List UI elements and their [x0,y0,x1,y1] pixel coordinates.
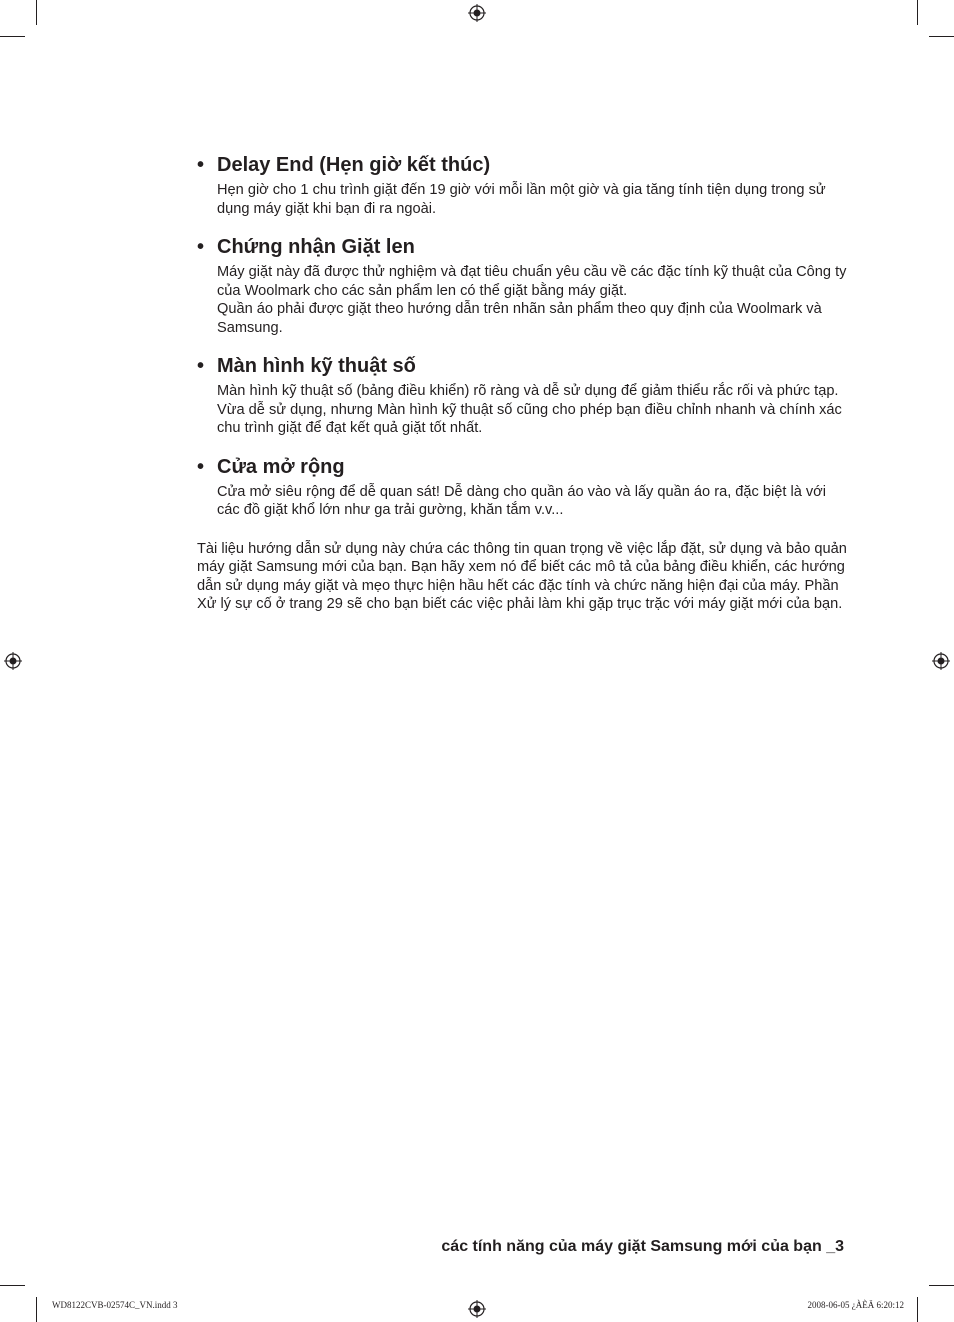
feature-paragraph: Quần áo phải được giặt theo hướng dẫn trên nhãn sản phẩm theo quy định của Woolmark và Samsung. [217,301,822,336]
bullet: • [197,236,205,258]
feature-paragraph: Hẹn giờ cho 1 chu trình giặt đến 19 giờ với mỗi lần một giờ và gia tăng tính tiện dụng trong sử dụng máy giặt khi bạn đi ra ngoài. [217,182,826,217]
bullet: • [197,154,205,176]
feature-body [197,483,847,520]
feature-body [197,181,847,218]
registration-mark-icon [468,1300,486,1318]
crop-mark [917,0,918,25]
print-slug-left: WD8122CVB-02574C_VN.indd 3 [52,1300,178,1310]
registration-mark-icon [468,4,486,22]
feature-delay-end [197,152,847,218]
feature-paragraph: Máy giặt này đã được thử nghiệm và đạt tiêu chuẩn yêu cầu về các đặc tính kỹ thuật của Công ty của Woolmark cho các sản phẩm len có thể giặt bằng máy giặt. [217,264,847,299]
feature-woolmark [197,234,847,337]
feature-title [197,234,847,260]
bullet: • [197,355,205,377]
feature-title [197,353,847,379]
feature-body [197,382,847,438]
registration-mark-icon [932,652,950,670]
feature-wide-door [197,454,847,520]
feature-body [197,263,847,337]
crop-mark [36,0,37,25]
feature-title-text: Cửa mở rộng [217,455,345,478]
feature-digital-display [197,353,847,438]
feature-title-text: Delay End (Hẹn giờ kết thúc) [217,154,491,176]
crop-mark [0,36,25,37]
feature-paragraph: Màn hình kỹ thuật số (bảng điều khiển) rõ ràng và dễ sử dụng để giảm thiểu rắc rối và phức tạp. Vừa dễ sử dụng, nhưng Màn hình kỹ thuật số cũng cho phép bạn điều chỉnh nhanh và chính xác chu trình giặt để đạt kết quả giặt tốt nhất. [217,383,842,436]
crop-mark [917,1297,918,1322]
bullet: • [197,455,205,478]
intro-paragraph: Tài liệu hướng dẫn sử dụng này chứa các thông tin quan trọng về việc lắp đặt, sử dụng và bảo quản máy giặt Samsung mới của bạn. Bạn hãy xem nó để biết các mô tả của bảng điều khiển, các hướng dẫn sử dụng máy giặt và mẹo thực hiện hầu hết các đặc tính và chức năng hiện đại của máy. Phần Xử lý sự cố ở trang 29 sẽ cho bạn biết các việc phải làm khi gặp trục trặc với máy giặt mới của bạn. [197,540,847,612]
page-footer-title: các tính năng của máy giặt Samsung mới của bạn _3 [441,1238,844,1255]
feature-title [197,454,847,480]
crop-mark [0,1285,25,1286]
registration-mark-icon [4,652,22,670]
crop-mark [36,1297,37,1322]
print-slug-right: 2008-06-05 ¿ÀÈÄ 6:20:12 [807,1300,904,1310]
feature-title [197,152,847,178]
page-content [197,152,847,628]
feature-title-text: Chứng nhận Giặt len [217,236,415,258]
feature-title-text: Màn hình kỹ thuật số [217,355,416,377]
crop-mark [929,36,954,37]
crop-mark [929,1285,954,1286]
feature-paragraph: Cửa mở siêu rộng để dễ quan sát! Dễ dàng cho quần áo vào và lấy quần áo ra, đặc biệt là với các đồ giặt khổ lớn như ga trải gường, khăn tắm v.v... [217,483,826,518]
